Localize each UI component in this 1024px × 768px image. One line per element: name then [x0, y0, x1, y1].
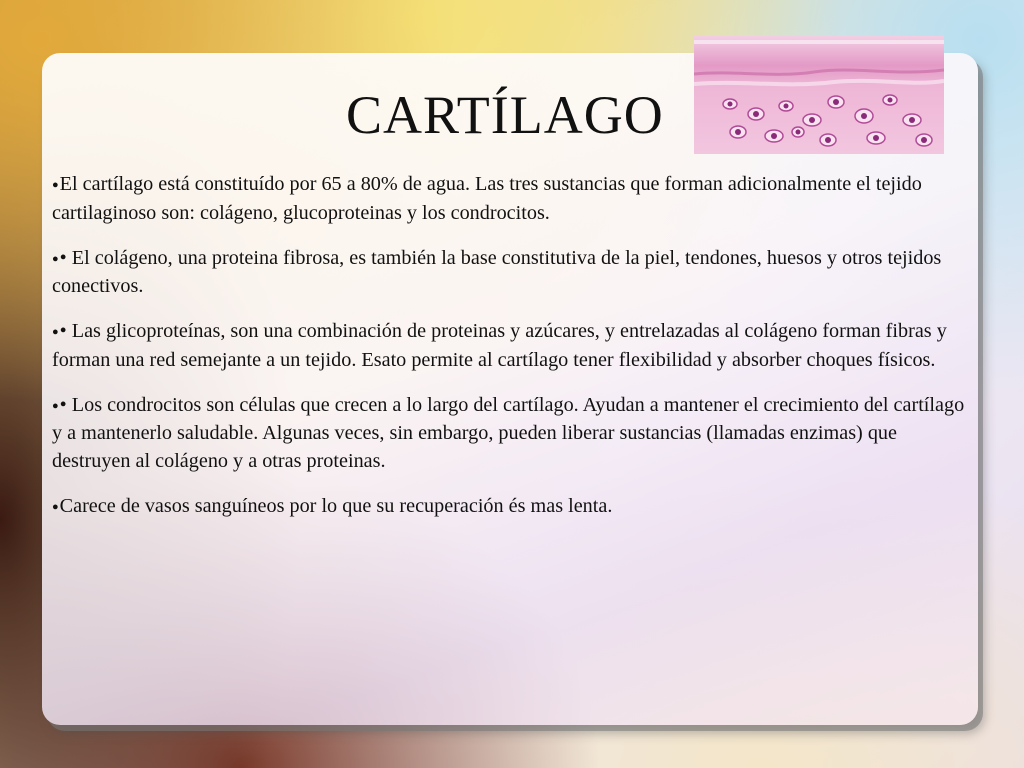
paragraph-text: • Las glicoproteínas, son una combinación de proteinas y azúcares, y entrelazadas al colágeno forman fibras y forman una red semejante a un tejido. Esato permite al cartílago tener flexibilidad y absorber choques físicos. [52, 320, 947, 371]
histology-micrograph-icon [694, 36, 944, 154]
bullet-dot-icon: ● [52, 252, 59, 265]
paragraph [52, 493, 972, 522]
bullet-dot-icon: ● [52, 500, 59, 513]
bullet-dot-icon: ● [52, 179, 59, 191]
paragraph [52, 171, 972, 227]
cartilage-histology-image [694, 36, 944, 154]
bullet-dot-icon: ● [52, 399, 59, 412]
slide-body [52, 171, 972, 539]
bullet-dot-icon: ● [52, 326, 59, 338]
paragraph [52, 318, 972, 374]
paragraph [52, 245, 972, 301]
paragraph-text: Carece de vasos sanguíneos por lo que su recuperación és mas lenta. [59, 494, 613, 517]
paragraph [52, 392, 972, 476]
slide-title: CARTÍLAGO [346, 85, 664, 145]
paragraph-text: El cartílago está constituído por 65 a 80% de agua. Las tres sustancias que forman adicionalmente el tejido cartilaginoso son: colágeno, glucoproteinas y los condrocitos. [52, 173, 922, 224]
paragraph-text: • El colágeno, una proteina fibrosa, es también la base constitutiva de la piel, tendones, huesos y otros tejidos conectivos. [52, 246, 942, 297]
paragraph-text: • Los condrocitos son células que crecen a lo largo del cartílago. Ayudan a mantener el crecimiento del cartílago y a mantenerlo saludable. Algunas veces, sin embargo, pueden liberar sustancias (llamadas enzimas) que destruyen al colágeno y a otras proteinas. [52, 393, 965, 472]
